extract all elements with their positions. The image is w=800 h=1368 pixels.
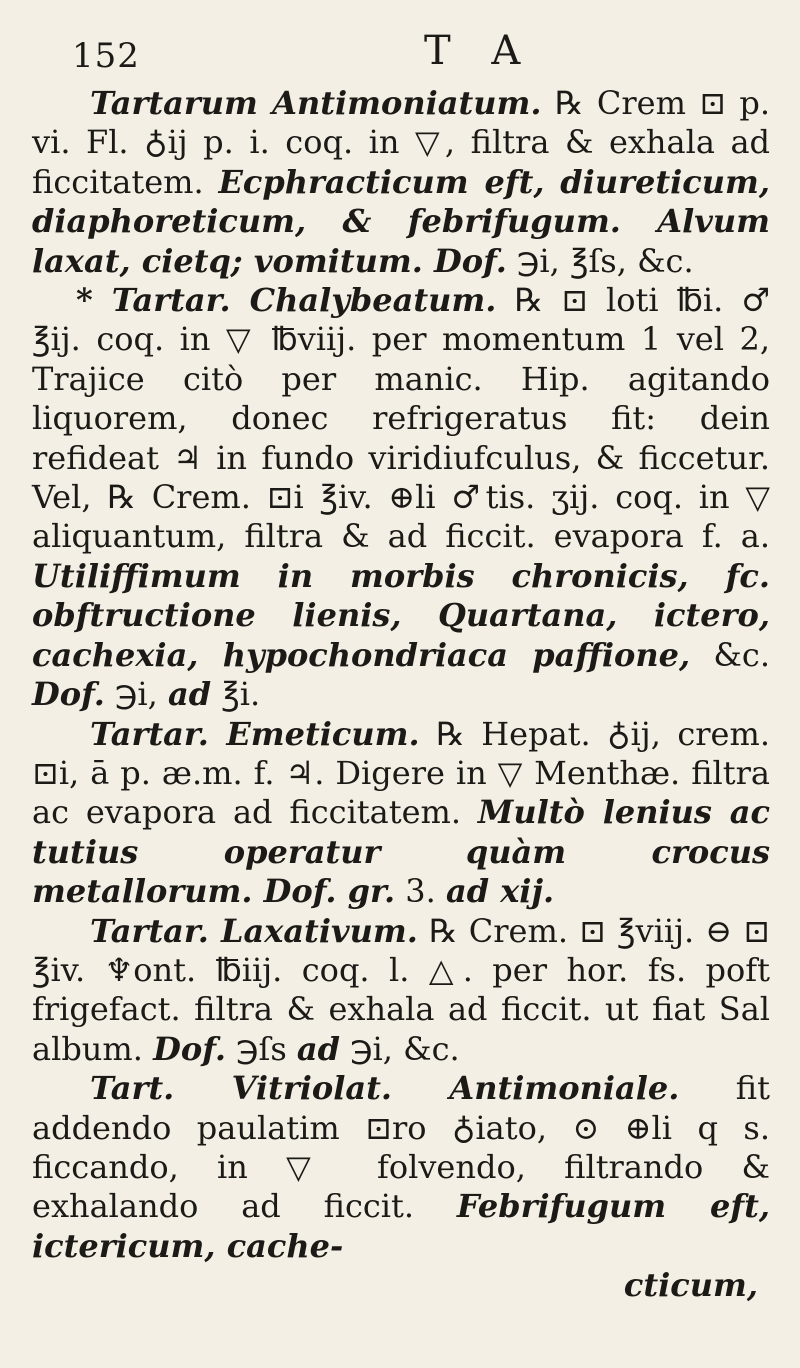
entry-heading: Tartar. Emeticum. <box>90 714 420 753</box>
entry-italic-text: Utiliffimum in morbis chronicis, fc. obftructione lienis, Quartana, ictero, cachexia, hypochondriaca paffione, <box>32 556 770 674</box>
page-body <box>32 84 770 1306</box>
entry-italic-text: Febrifugum eft, ictericum, cache- <box>32 1187 770 1265</box>
entry-dose: 3. <box>395 872 446 911</box>
entry-tartarum-antimoniatum <box>32 84 770 281</box>
entry-dose: ℈i, <box>104 675 168 714</box>
entry-dose: ℈i, &c. <box>340 1029 460 1068</box>
entry-text: ℞ Crem. ⊡ ℥viij. ⊖ ⊡ ℥iv. ♆ont. ℔iij. coq. l. △. per hor. fs. poft frigefact. filtra & exhala ad ficcit. ut fiat Sal album. <box>32 911 771 1068</box>
entry-italic-text: ad xij. <box>445 872 555 911</box>
page-number: 152 <box>72 36 140 76</box>
entry-text: ℞ Hepat. ♁ij, crem. ⊡i, ā p. æ.m. f. ♃. Digere in ▽ Menthæ. filtra ac evapora ad ficcitatem. <box>32 714 771 832</box>
entry-text: ℞ Crem ⊡ p. vi. Fl. ♁ij p. i. coq. in ▽, filtra & exhala ad ficcitatem. <box>32 84 771 201</box>
entry-tartar-emeticum <box>32 715 770 912</box>
entry-text: &c. <box>690 635 771 674</box>
entry-text: fit addendo paulatim ⊡ro ♁iato, ⊙ ⊕li q s. ficcando, in ▽ folvendo, filtrando & exhalando ad ficcit. <box>32 1069 770 1226</box>
entry-dose: ℥i. <box>211 675 261 714</box>
entry-tart-vitriolat-antimoniale <box>32 1069 770 1266</box>
entry-italic-text: Ecphracticum eft, diureticum, diaphoreticum, & febrifugum. Alvum laxat, cietq; vomitum. Dof. <box>32 162 771 280</box>
entry-heading: Tartar. Laxativum. <box>90 911 418 950</box>
entry-italic-text: Dof. <box>153 1029 226 1068</box>
entry-dose: ℈i, ℥ſs, &c. <box>506 241 694 280</box>
entry-tartar-laxativum <box>32 912 770 1070</box>
catchword: cticum, <box>623 1266 758 1305</box>
entry-dose: ℈ſs <box>225 1029 297 1068</box>
entry-italic-text: Multò lenius ac tutius operatur quàm crocus metallorum. Dof. gr. <box>32 793 770 911</box>
running-head: T A <box>424 28 535 74</box>
entry-heading: Tartarum Antimoniatum. <box>90 84 542 122</box>
entry-heading: * Tartar. Chalybeatum. <box>76 281 497 320</box>
entry-italic-text: ad <box>167 675 212 714</box>
entry-heading: Tart. Vitriolat. Antimoniale. <box>90 1069 680 1108</box>
entry-italic-text: ad <box>296 1029 341 1068</box>
entry-tartar-chalybeatum <box>32 281 770 714</box>
page-header <box>32 28 770 84</box>
entry-italic-text: Dof. <box>32 675 105 714</box>
entry-text: ℞ ⊡ loti ℔i. ♂ ℥ij. coq. in ▽ ℔viij. per momentum 1 vel 2, Trajice citò per manic. Hip. agitando liquorem, donec refrigeratus fit: dein refideat ♃ in fundo viridiufculus, & ficcetur. Vel, ℞ Crem. ⊡i ℥iv. ⊕li ♂tis. ʒij. coq. in ▽ aliquantum, filtra & ad ficcit. evapora f. a. <box>32 281 771 556</box>
